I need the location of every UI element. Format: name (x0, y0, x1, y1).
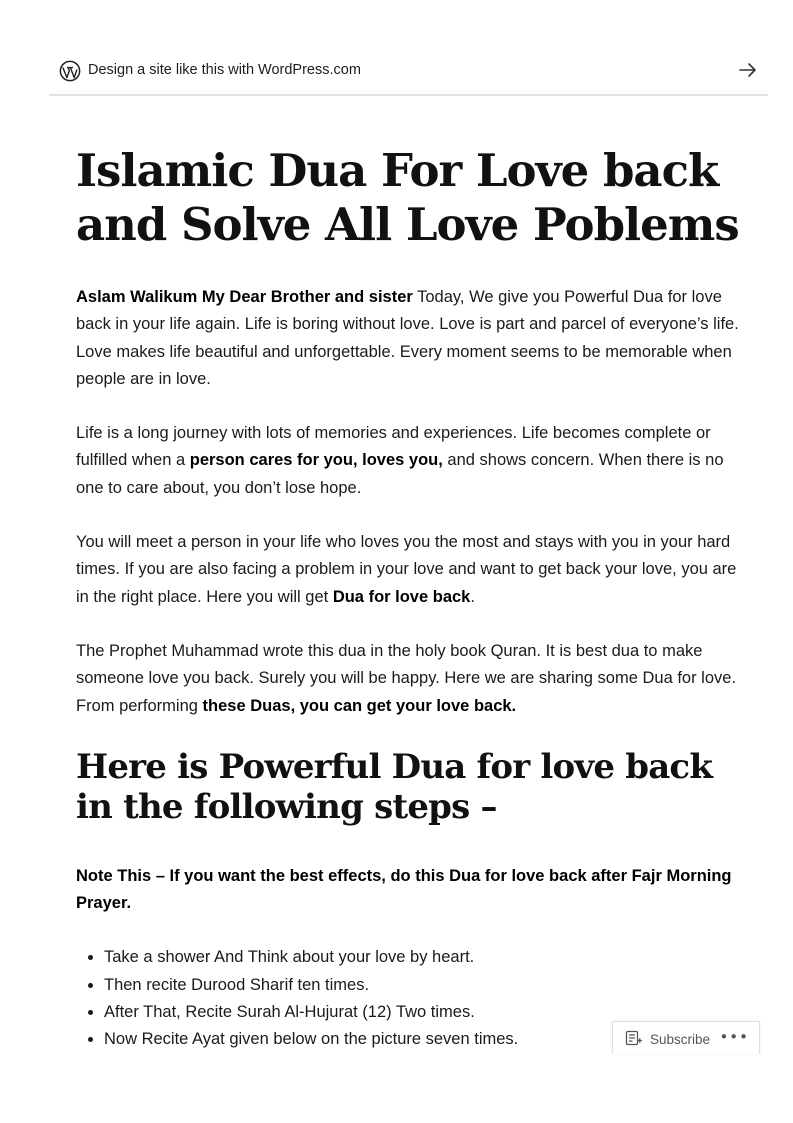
arrow-right-icon[interactable] (738, 60, 758, 80)
note-paragraph: Note This – If you want the best effects, do this Dua for love back after Fajr Morning Prayer. (76, 866, 732, 913)
subscribe-widget (612, 1021, 760, 1054)
list-item: • After That, Recite Surah Al-Hujurat (12) Two times. (104, 999, 744, 1026)
post-content (76, 144, 744, 1054)
paragraph-journey-bold: person cares for you, loves you, (189, 451, 443, 470)
paragraph-intro (76, 284, 744, 393)
paragraph-meet-text-before: You will meet a person in your life who loves you the most and stays with you in your hard times. If you are also facing a problem in your love and want to get back your love, you are in the right place. Here you will get (76, 533, 737, 606)
subscribe-label[interactable]: Subscribe (650, 1031, 711, 1047)
paragraph-meet-text-after: . (470, 587, 475, 606)
paragraph-meet-bold: Dua for love back (332, 587, 471, 606)
paragraph-journey (76, 420, 744, 502)
section-title: Here is Powerful Dua for love back in the following steps – (76, 746, 713, 827)
paragraph-intro-text: Today, We give you Powerful Dua for love back in your life again. Life is boring without love. Love is part and parcel of everyone’s life. Love makes life beautiful and unforgettable. Every moment seems to be memorable when people are in love. (76, 288, 739, 388)
paragraph-prophet-text-before: The Prophet Muhammad wrote this dua in the holy book Quran. It is best dua to make someone love you back. Surely you will be happy. Here we are sharing some Dua for love. From performing (76, 641, 737, 715)
wordpress-logo-icon (59, 60, 81, 82)
list-item: • Then recite Durood Sharif ten times. (104, 972, 744, 999)
list-item: • Take a shower And Think about your love by heart. (104, 944, 744, 971)
reader-icon (625, 1030, 643, 1048)
paragraph-prophet (76, 638, 744, 720)
greeting-bold: Aslam Walikum My Dear Brother and sister (76, 288, 413, 306)
paragraph-prophet-bold: these Duas, you can get your love back. (202, 696, 517, 715)
wordpress-banner[interactable] (49, 48, 768, 96)
paragraph-journey-text-after: and shows concern. When there is no one to care about, you don’t lose hope. (76, 451, 724, 497)
paragraph-journey-text-before: Life is a long journey with lots of memories and experiences. Life becomes complete or fulfilled when a (76, 424, 711, 470)
more-options-icon[interactable]: ••• (719, 1028, 749, 1046)
subscribe-button[interactable] (625, 1030, 710, 1048)
list-item: • Now Recite Ayat given below on the picture seven times. (104, 1026, 744, 1053)
paragraph-meet-person (76, 529, 744, 611)
wordpress-banner-text[interactable]: Design a site like this with WordPress.com (88, 62, 361, 78)
post-title: Islamic Dua For Love back and Solve All Love Poblems (76, 144, 739, 251)
